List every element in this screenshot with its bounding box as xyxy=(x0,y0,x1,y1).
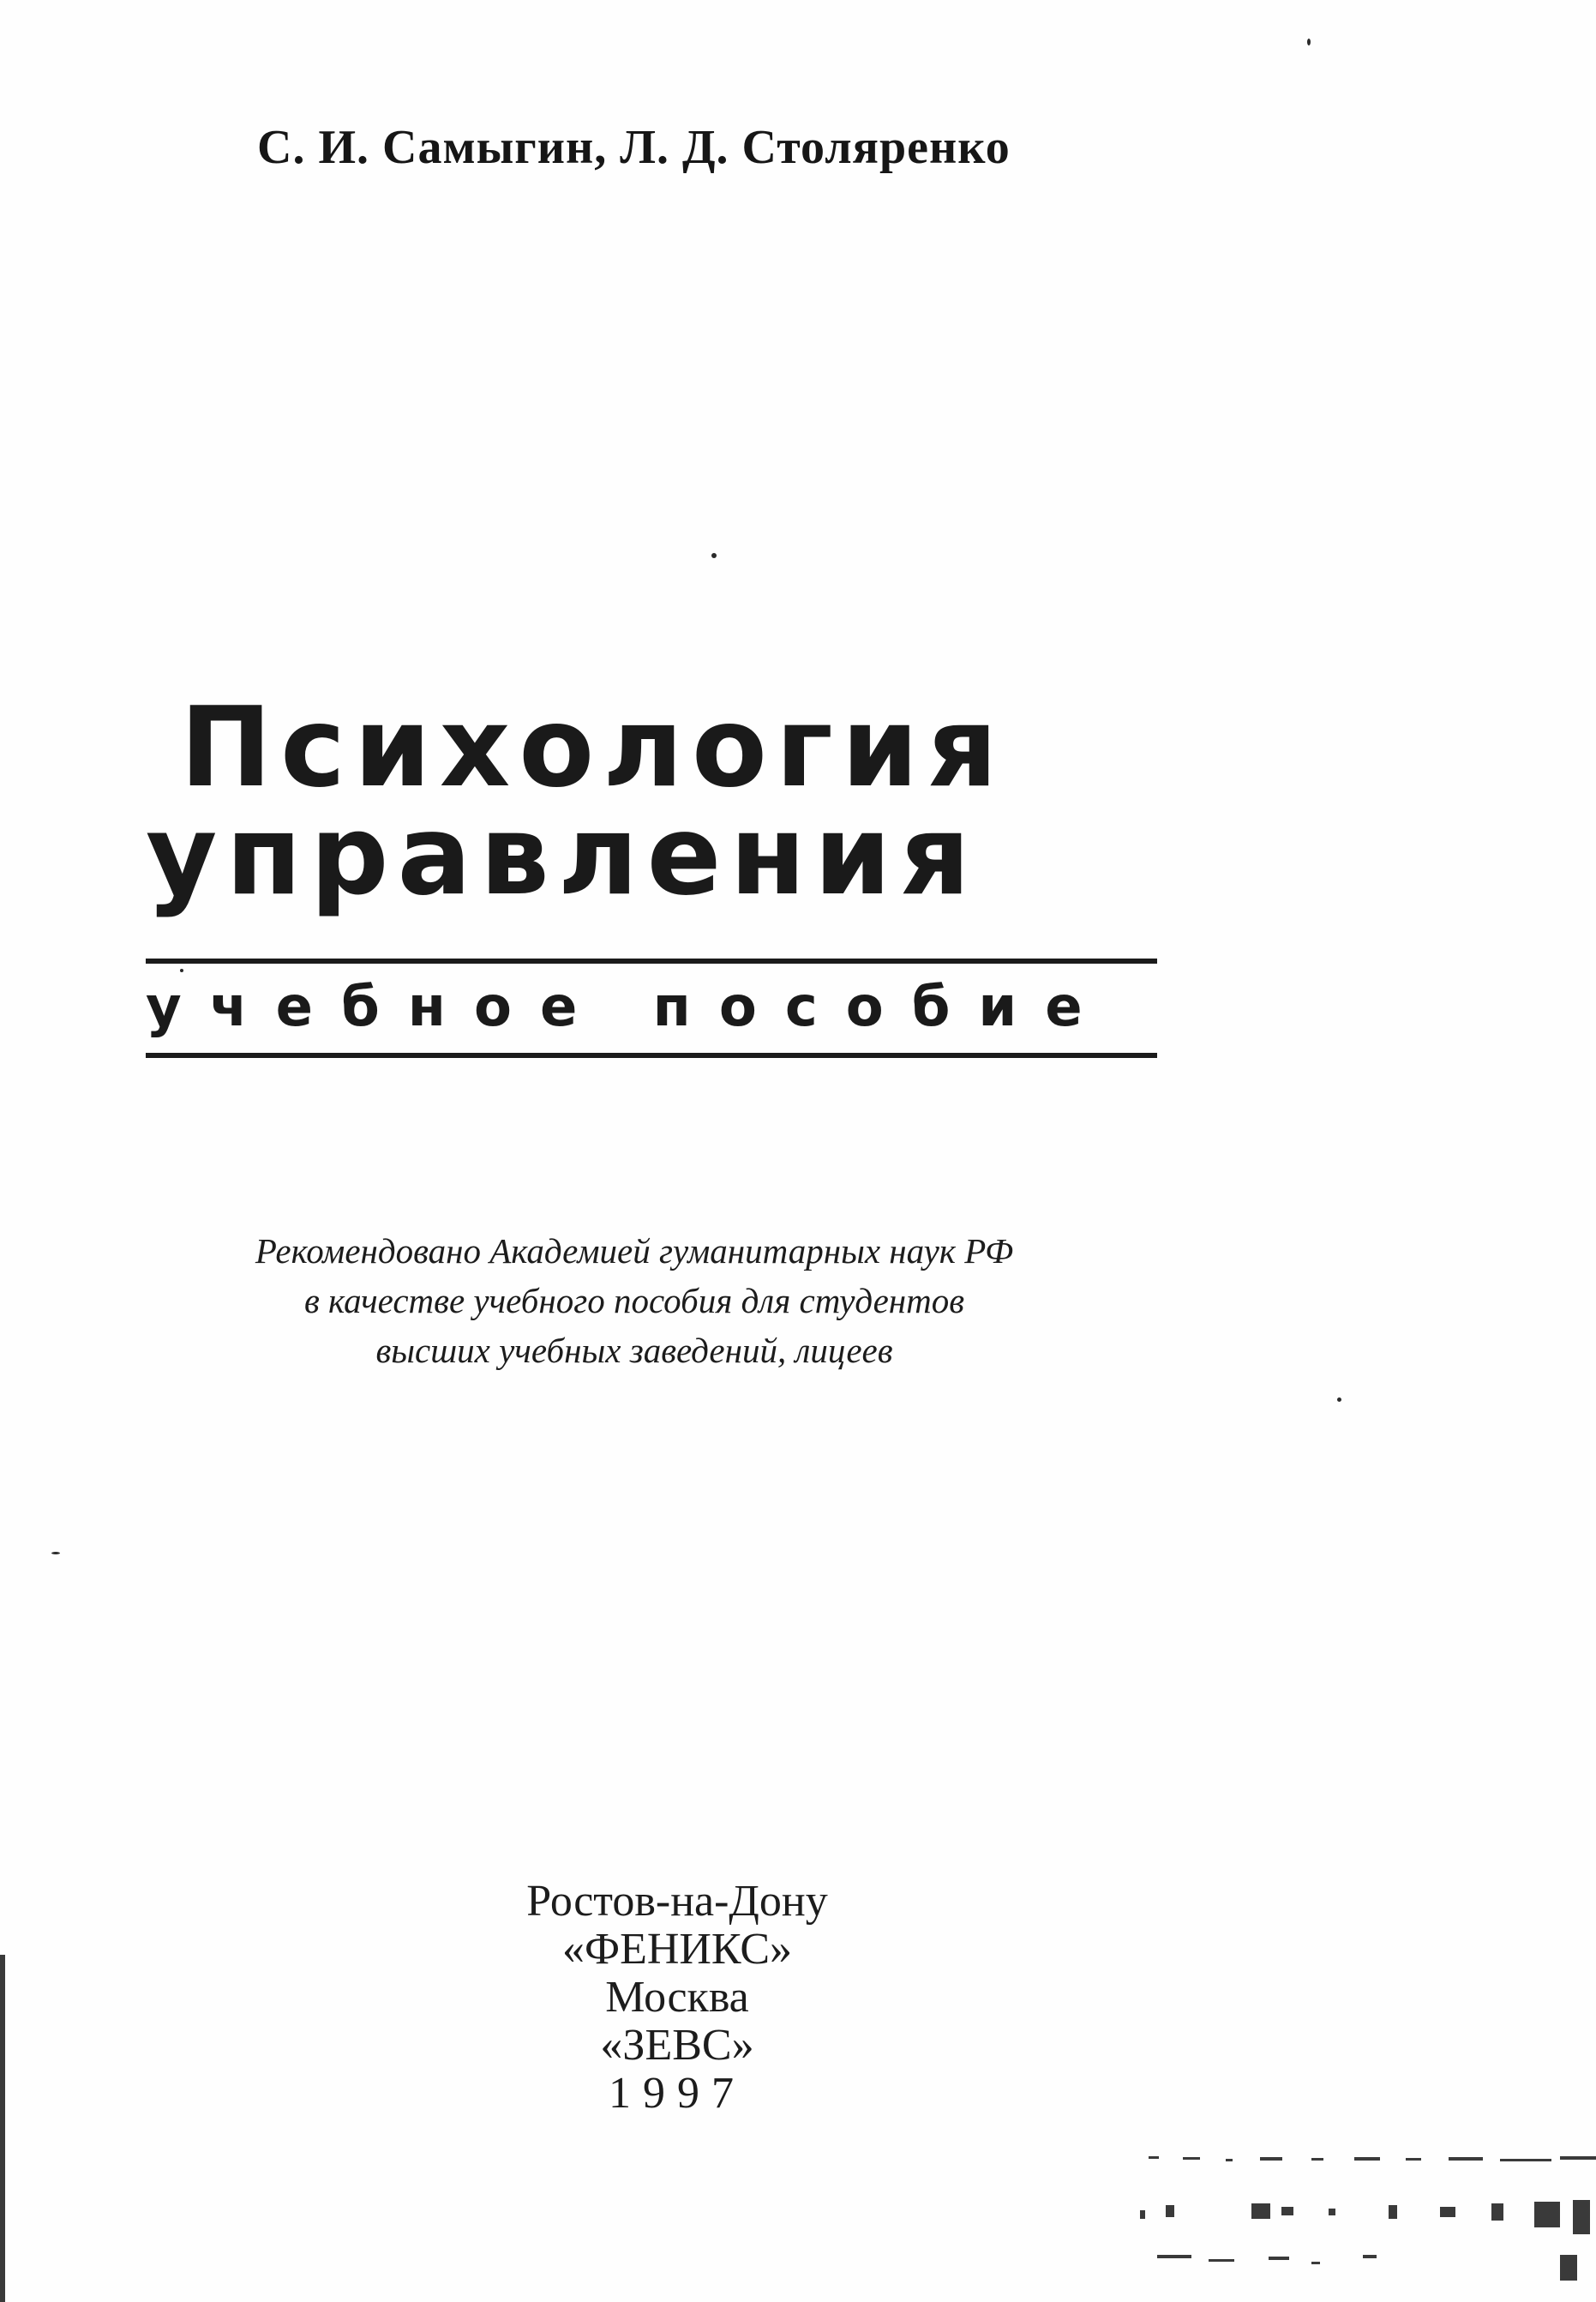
scan-left-edge xyxy=(0,1955,5,2302)
title-line-1: Психология xyxy=(180,684,1006,812)
scan-noise-corner xyxy=(1131,2152,1596,2302)
subtitle: учебное пособие xyxy=(146,976,1111,1039)
imprint-city-1: Ростов-на-Дону xyxy=(526,1877,828,1926)
imprint-city-2: Москва xyxy=(605,1973,749,2022)
scan-speck xyxy=(711,553,717,558)
subtitle-rule-bottom xyxy=(146,1053,1157,1058)
imprint-publisher-2: «ЗЕВС» xyxy=(600,2021,754,2070)
authors-line: С. И. Самыгин, Л. Д. Столяренко xyxy=(257,121,1011,174)
recommendation-line-1: Рекомендовано Академией гуманитарных наук РФ xyxy=(255,1231,1014,1271)
subtitle-rule-top xyxy=(146,959,1157,964)
imprint xyxy=(411,1878,943,2118)
scan-speck xyxy=(180,969,183,972)
recommendation-line-2: в качестве учебного пособия для студентов xyxy=(303,1281,965,1320)
recommendation-text xyxy=(129,1226,1140,1375)
scan-speck xyxy=(1307,39,1311,45)
recommendation-line-3: высших учебных заведений, лицеев xyxy=(375,1331,893,1370)
scan-speck xyxy=(51,1552,60,1554)
title-line-2: управления xyxy=(146,792,979,920)
book-title xyxy=(146,684,1174,920)
scan-speck xyxy=(1337,1397,1341,1402)
imprint-year: 1997 xyxy=(609,2069,746,2118)
imprint-publisher-1: «ФЕНИКС» xyxy=(561,1925,793,1974)
